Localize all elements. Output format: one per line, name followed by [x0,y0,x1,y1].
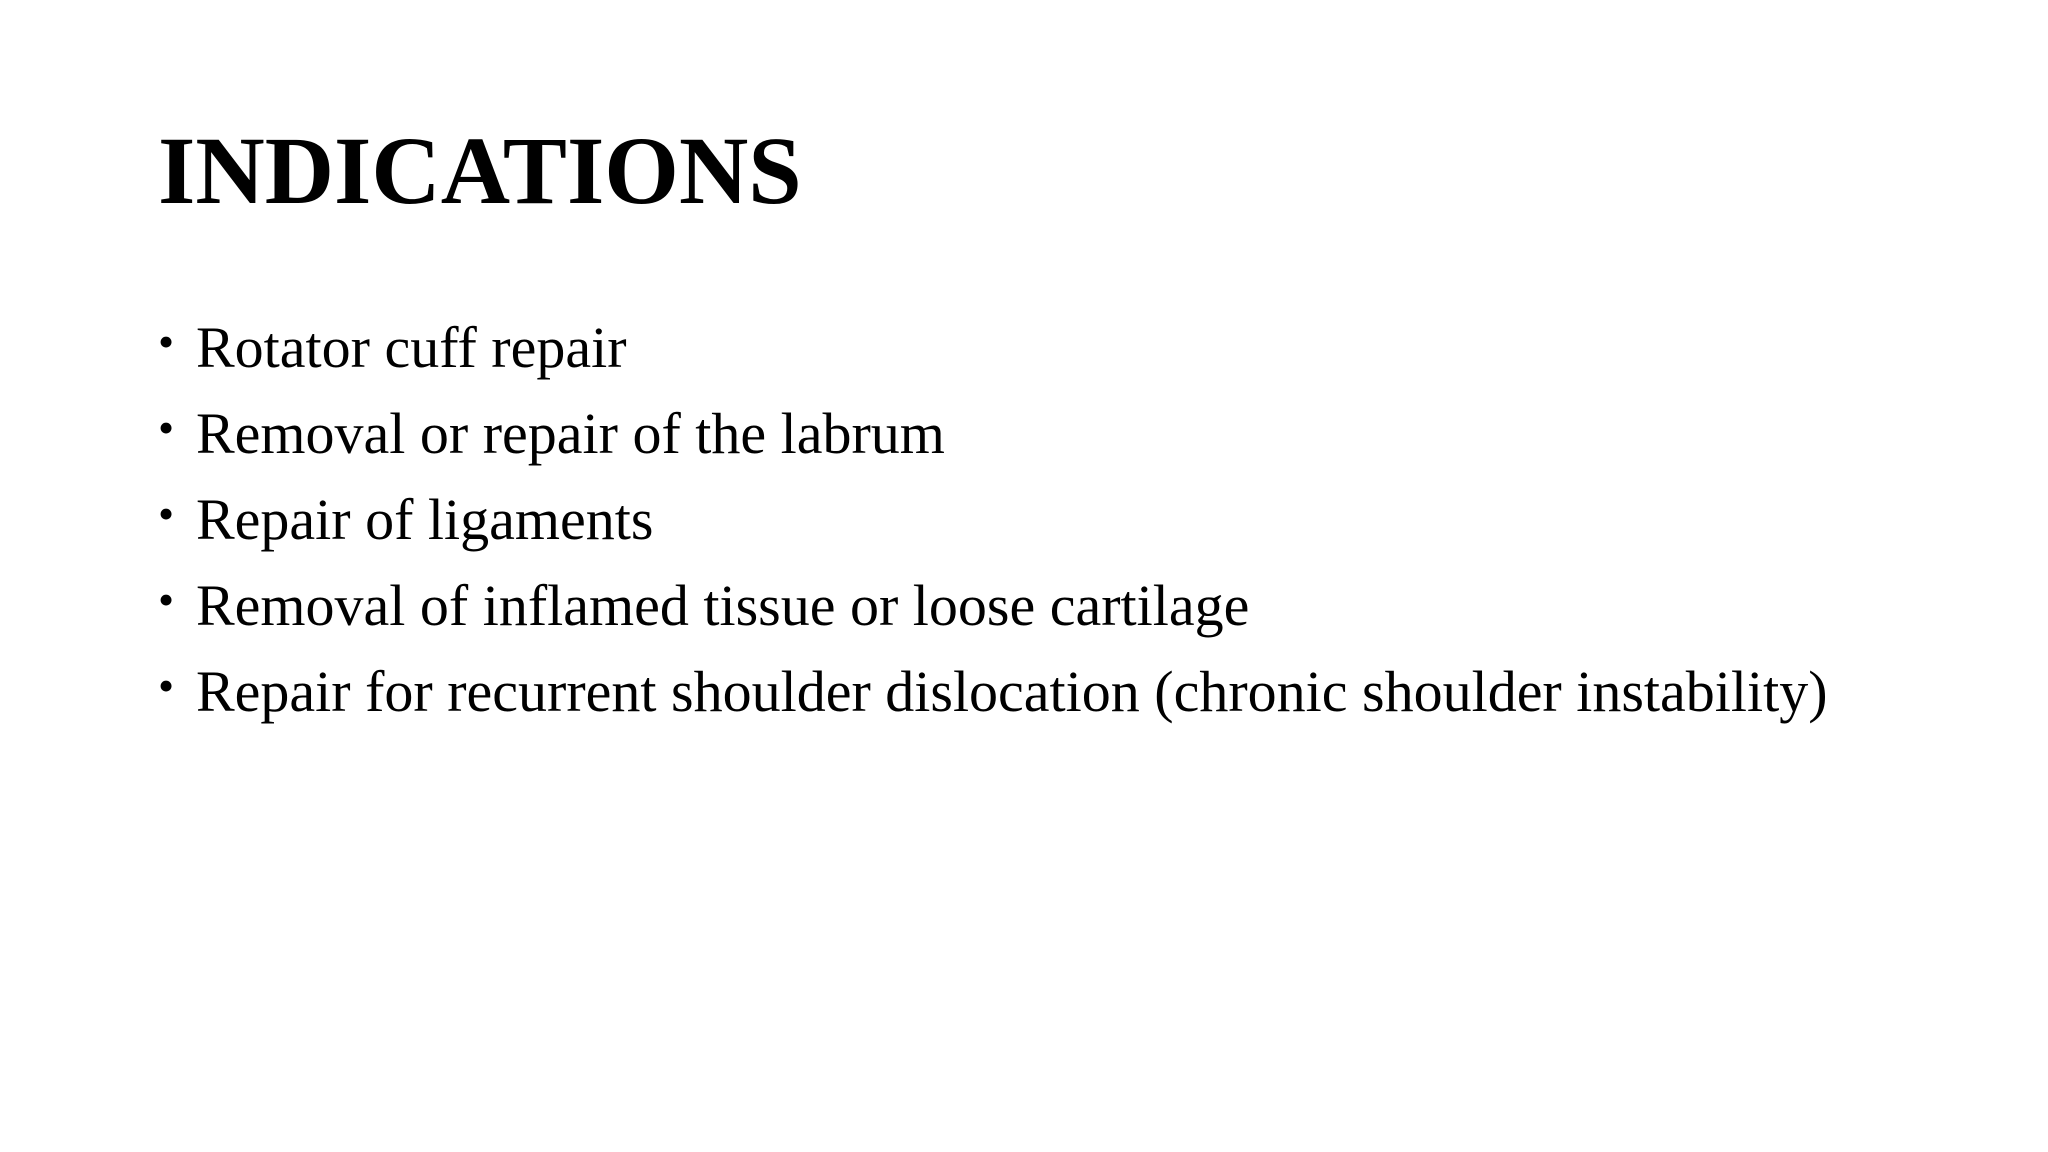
bullet-text: Removal or repair of the labrum [196,401,945,466]
bullet-text: Removal of inflamed tissue or loose cartilage [196,573,1250,638]
bullet-dot-icon: • [158,316,175,367]
slide-title: INDICATIONS [158,117,802,224]
bullet-text: Repair of ligaments [196,487,654,552]
bullet-list [158,312,1828,742]
bullet-text: Repair for recurrent shoulder dislocation (chronic shoulder instability) [196,659,1828,724]
bullet-item-inflamed-tissue [158,570,1828,656]
bullet-item-rotator-cuff [158,312,1828,398]
bullet-item-labrum [158,398,1828,484]
bullet-dot-icon: • [158,574,175,625]
bullet-text: Rotator cuff repair [196,315,627,380]
bullet-item-dislocation [158,656,1828,742]
bullet-dot-icon: • [158,402,175,453]
bullet-dot-icon: • [158,488,175,539]
bullet-dot-icon: • [158,660,175,711]
bullet-item-ligaments [158,484,1828,570]
